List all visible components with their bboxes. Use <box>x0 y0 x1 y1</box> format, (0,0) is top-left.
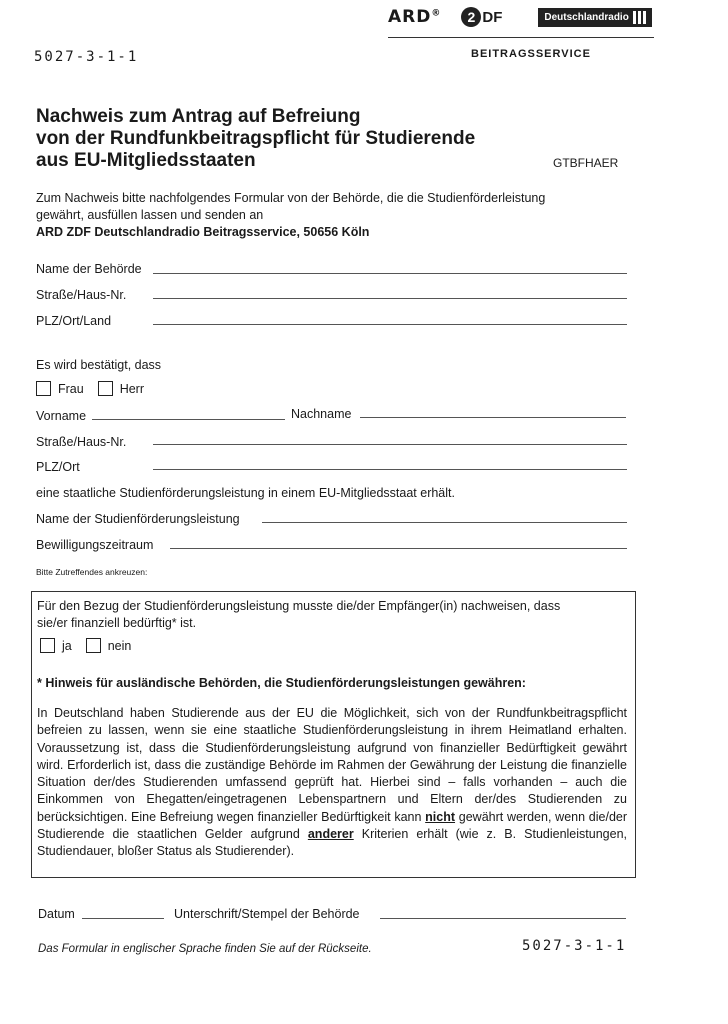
herr-checkbox[interactable] <box>98 381 113 396</box>
broadcaster-logos <box>388 4 652 30</box>
service-label: BEITRAGSSERVICE <box>471 48 591 60</box>
salutation-row: Frau Herr <box>36 381 144 396</box>
authority-name-field[interactable] <box>153 273 627 274</box>
english-note: Das Formular in englischer Sprache finden Sie auf der Rückseite. <box>38 943 372 955</box>
last-name-label: Nachname <box>291 407 352 421</box>
page-title: Nachweis zum Antrag auf Befreiung von der Rundfunkbeitragspflicht für Studierende aus EU-Mitgliedsstaaten <box>36 106 476 171</box>
hint-paragraph: In Deutschland haben Studierende aus der EU die Möglichkeit, sich von der Rundfunkbeitragspflicht befreien zu lassen, wenn sie eine staatliche Studienförderungsleistung in ihrem Heimatland erhalten. Voraussetzung ist, dass die Studienförderungsleistung aufgrund von finanzieller Bedürftigkeit gewährt wird. Erforderlich ist, dass die zuständige Behörde im Rahmen der Gewährung der Leistung die finanzielle Situation der/des Studierenden umfassend geprüft hat. Hierbei sind – falls vorhanden – auch die Einkommen von Ehegatten/eingetragenen Lebenspartnern und Eltern der/des Studierenden zu berücksichtigen. Eine Befreiung wegen finanzieller Bedürftigkeit kann nicht gewährt werden, wenn die/der Studierende die staatlichen Gelder aufgrund anderer Kriterien erhält (wie z. B. Studienleistungen, Studiendauer, bloßer Status als Studierender). <box>37 706 628 859</box>
person-city-field[interactable] <box>153 469 627 470</box>
recipient-address: ARD ZDF Deutschlandradio Beitragsservice, 50656 Köln <box>36 225 370 239</box>
first-name-label: Vorname <box>36 409 87 423</box>
benefit-name-field[interactable] <box>262 522 627 523</box>
deutschlandradio-logo: Deutschlandradio <box>538 8 651 27</box>
eligibility-question: Für den Bezug der Studienförderungsleistung musste die/der Empfänger(in) nachweisen, dass sie/er finanziell bedürftig* ist. <box>37 599 561 630</box>
approval-period-label: Bewilligungszeitraum <box>36 538 154 552</box>
form-number-top: 5027-3-1-1 <box>34 49 139 65</box>
frau-checkbox[interactable] <box>36 381 51 396</box>
date-field[interactable] <box>82 918 164 919</box>
person-street-field[interactable] <box>153 444 627 445</box>
intro-text: Zum Nachweis bitte nachfolgendes Formular von der Behörde, die die Studienförderleistung gewährt, ausfüllen lassen und senden an ARD ZDF Deutschlandradio Beitragsservice, 50656 Köln <box>36 191 546 239</box>
authority-city-field[interactable] <box>153 324 627 325</box>
first-name-field[interactable] <box>92 419 285 420</box>
authority-street-label: Straße/Haus-Nr. <box>36 288 127 302</box>
last-name-field[interactable] <box>360 417 626 418</box>
nein-checkbox[interactable] <box>86 638 101 653</box>
signature-label: Unterschrift/Stempel der Behörde <box>174 907 360 921</box>
ja-checkbox[interactable] <box>40 638 55 653</box>
bars-icon <box>633 11 646 24</box>
confirm-label: Es wird bestätigt, dass <box>36 358 162 372</box>
hint-heading: * Hinweis für ausländische Behörden, die Studienförderungsleistungen gewähren: <box>37 676 526 690</box>
emphasis-nicht: nicht <box>425 809 456 824</box>
signature-field[interactable] <box>380 918 626 919</box>
form-number-bottom: 5027-3-1-1 <box>522 938 627 954</box>
benefit-name-label: Name der Studienförderungsleistung <box>36 512 240 526</box>
person-city-label: PLZ/Ort <box>36 460 80 474</box>
authority-city-label: PLZ/Ort/Land <box>36 314 112 328</box>
person-street-label: Straße/Haus-Nr. <box>36 435 127 449</box>
header-divider <box>388 37 654 38</box>
check-note: Bitte Zutreffendes ankreuzen: <box>36 567 148 577</box>
date-label: Datum <box>38 907 75 921</box>
ja-nein-row: ja nein <box>40 638 131 653</box>
form-code: GTBFHAER <box>553 156 619 170</box>
authority-street-field[interactable] <box>153 298 627 299</box>
zdf-badge-icon: 2 <box>461 7 481 27</box>
emphasis-anderer: anderer <box>307 827 354 842</box>
approval-period-field[interactable] <box>170 548 627 549</box>
statement-text: eine staatliche Studienförderungsleistung in einem EU-Mitgliedsstaat erhält. <box>36 486 455 500</box>
authority-name-label: Name der Behörde <box>36 262 142 276</box>
ard-logo: ARD® <box>388 7 442 27</box>
zdf-logo: 2 DF <box>461 7 502 27</box>
